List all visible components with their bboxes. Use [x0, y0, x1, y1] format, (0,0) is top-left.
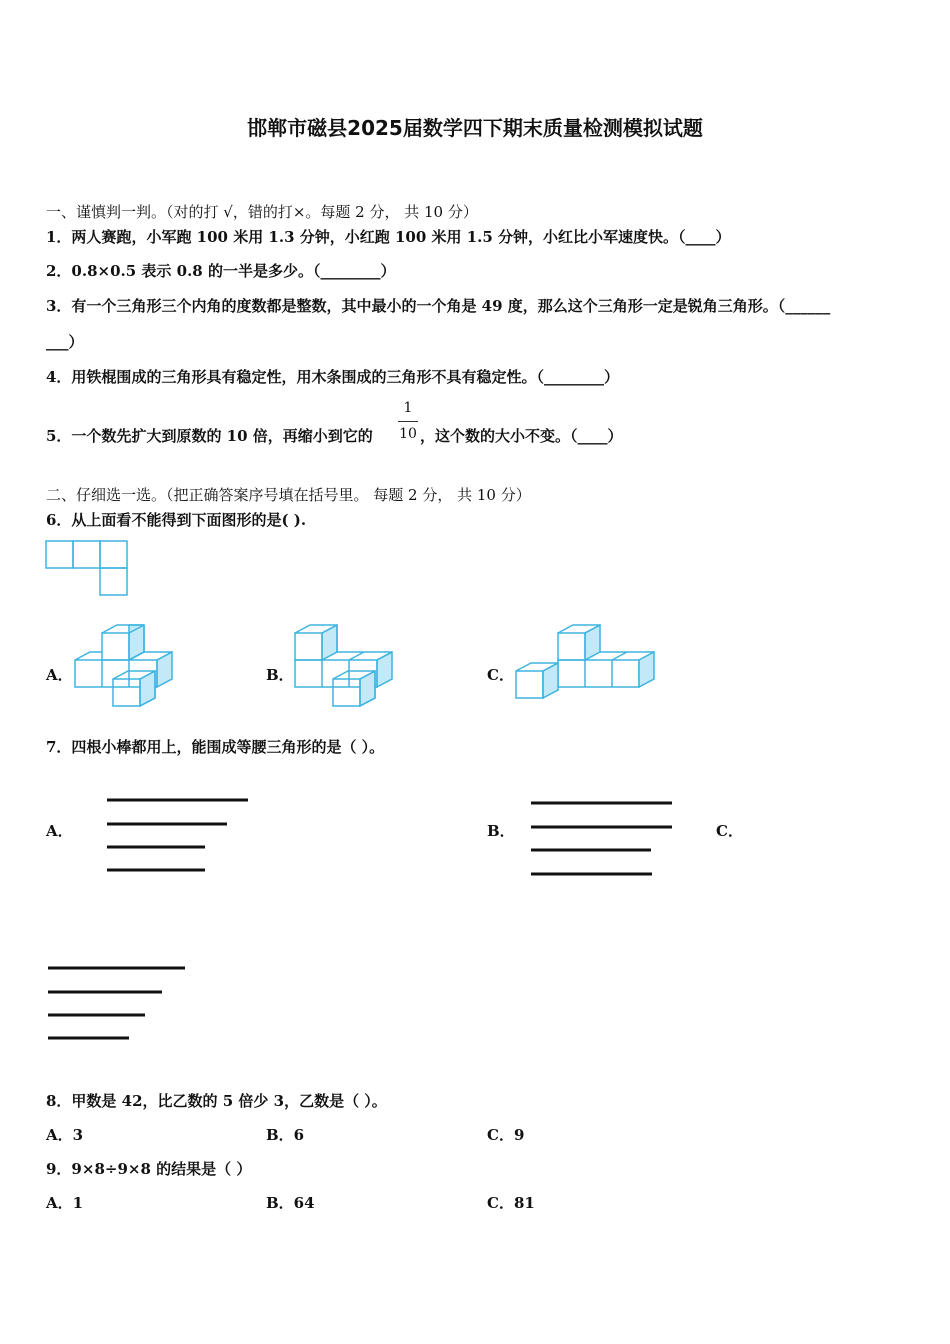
q8-option-a[interactable]: A．3	[46, 1126, 84, 1144]
q6-option-c[interactable]: C．	[487, 666, 514, 684]
q8-option-c[interactable]: C．9	[487, 1126, 525, 1144]
q6-option-a[interactable]: A．	[46, 666, 73, 684]
q7-option-c[interactable]: C．	[716, 822, 743, 840]
q6-cubes-a	[72, 622, 182, 707]
q7-sticks-b	[529, 798, 679, 878]
question-8: 8．甲数是 42，比乙数的 5 倍少 3，乙数是（ ）。	[46, 1092, 387, 1110]
q7-sticks-c	[46, 963, 196, 1043]
question-6: 6．从上面看不能得到下面图形的是( ).	[46, 511, 307, 529]
fraction-numerator: 1	[403, 400, 413, 416]
question-3-continued: ___）	[46, 333, 84, 351]
q7-option-a[interactable]: A．	[46, 822, 73, 840]
question-5-prefix: 5．一个数先扩大到原数的 10 倍，再缩小到它的	[46, 427, 373, 445]
top-view-figure	[45, 540, 135, 600]
question-5-suffix: ，这个数的大小不变。（____）	[420, 427, 623, 445]
q7-option-b[interactable]: B．	[487, 822, 515, 840]
q9-option-a[interactable]: A．1	[46, 1194, 84, 1212]
question-1: 1．两人赛跑，小军跑 100 米用 1.3 分钟，小红跑 100 米用 1.5 分钟，小红比小军速度快。（____）	[46, 228, 731, 246]
page-title: 邯郸市磁县2025届数学四下期末质量检测模拟试题	[247, 116, 703, 140]
q6-option-b[interactable]: B．	[266, 666, 294, 684]
question-2: 2．0.8×0.5 表示 0.8 的一半是多少。（________）	[46, 262, 396, 280]
section-1-header: 一、谨慎判一判。（对的打 √，错的打×。每题 2 分， 共 10 分）	[46, 203, 478, 221]
q6-cubes-b	[292, 622, 402, 707]
q8-option-b[interactable]: B．6	[266, 1126, 305, 1144]
fraction-denominator: 10	[399, 426, 417, 442]
question-4: 4．用铁棍围成的三角形具有稳定性，用木条围成的三角形不具有稳定性。（________）	[46, 368, 619, 386]
question-9: 9．9×8÷9×8 的结果是（ ）	[46, 1160, 252, 1178]
question-7: 7．四根小棒都用上，能围成等腰三角形的是（ ）。	[46, 738, 385, 756]
section-2-header: 二、仔细选一选。（把正确答案序号填在括号里。 每题 2 分， 共 10 分）	[46, 486, 531, 504]
q9-option-c[interactable]: C．81	[487, 1194, 535, 1212]
q9-option-b[interactable]: B．64	[266, 1194, 315, 1212]
question-3: 3．有一个三角形三个内角的度数都是整数，其中最小的一个角是 49 度，那么这个三角形一定是锐角三角形。（______	[46, 297, 831, 315]
fraction-bar	[398, 421, 418, 422]
q6-cubes-c	[514, 622, 664, 707]
q7-sticks-a	[105, 795, 255, 875]
